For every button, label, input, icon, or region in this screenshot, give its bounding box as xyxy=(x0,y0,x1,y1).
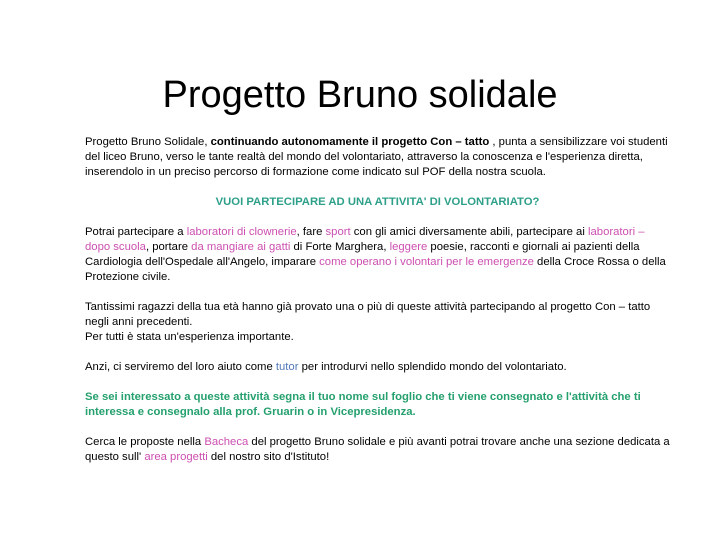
link-clownerie[interactable]: laboratori di clownerie xyxy=(186,226,297,238)
intro-project-name: continuando autonomamente il progetto Con – tatto xyxy=(210,136,490,148)
closing-text: Cerca le proposte nella xyxy=(85,436,205,448)
closing-text: del progetto Bruno solidale e più avanti potrai trovare anche una sezione dedicata a questo sull' xyxy=(85,436,670,463)
instructions-paragraph: Se sei interessato a queste attività segna il tuo nome sul foglio che ti viene consegnato e l'attività che ti interessa e consegnalo alla prof. Gruarin o in Vicepresidenza. xyxy=(85,391,641,418)
activities-text: , portare xyxy=(145,241,192,253)
tutors-paragraph xyxy=(85,360,670,375)
page-title: Progetto Bruno solidale xyxy=(162,74,558,116)
intro-text: Progetto Bruno Solidale, xyxy=(85,136,211,148)
intro-paragraph xyxy=(85,135,670,180)
link-leggere[interactable]: leggere xyxy=(389,241,428,253)
closing-text: del nostro sito d'Istituto! xyxy=(207,451,330,463)
closing-paragraph xyxy=(85,435,670,465)
activities-text: di Forte Marghera, xyxy=(290,241,390,253)
link-bacheca[interactable]: Bacheca xyxy=(204,436,249,448)
experience-paragraph xyxy=(85,300,670,345)
volunteer-question-heading: VUOI PARTECIPARE AD UNA ATTIVITA' DI VOLONTARIATO? xyxy=(215,196,540,208)
link-sport[interactable]: sport xyxy=(325,226,351,238)
link-emergenze[interactable]: come operano i volontari per le emergenze xyxy=(319,256,534,268)
link-gatti[interactable]: da mangiare ai gatti xyxy=(191,241,291,253)
activities-text: , fare xyxy=(296,226,326,238)
activities-text: poesie, racconti e giornali ai pazienti della Cardiologia dell'Ospedale all'Angelo, imparare xyxy=(85,241,640,268)
link-tutor[interactable]: tutor xyxy=(275,361,299,373)
activities-paragraph xyxy=(85,225,670,285)
link-area-progetti[interactable]: area progetti xyxy=(144,451,208,463)
activities-text: Potrai partecipare a xyxy=(85,226,187,238)
activities-text: della Croce Rossa o della Protezione civile. xyxy=(85,256,666,283)
experience-line-1: Tantissimi ragazzi della tua età hanno già provato una o più di queste attività partecipando al progetto Con – tatto negli anni precedenti. xyxy=(85,301,651,328)
link-dopo-scuola[interactable]: laboratori – dopo scuola xyxy=(85,226,645,253)
intro-text-rest: , punta a sensibilizzare voi studenti del liceo Bruno, verso le tante realtà del mondo del volontariato, attraverso la conoscenza e l'esperienza diretta, inserendolo in un preciso percorso di formazione come indicato sul POF della nostra scuola. xyxy=(85,136,668,178)
tutors-text: Anzi, ci serviremo del loro aiuto come xyxy=(85,361,276,373)
experience-line-2: Per tutti è stata un'esperienza importante. xyxy=(85,331,294,343)
tutors-text: per introdurvi nello splendido mondo del volontariato. xyxy=(298,361,567,373)
activities-text: con gli amici diversamente abili, partecipare ai xyxy=(350,226,588,238)
page-body xyxy=(85,135,670,465)
